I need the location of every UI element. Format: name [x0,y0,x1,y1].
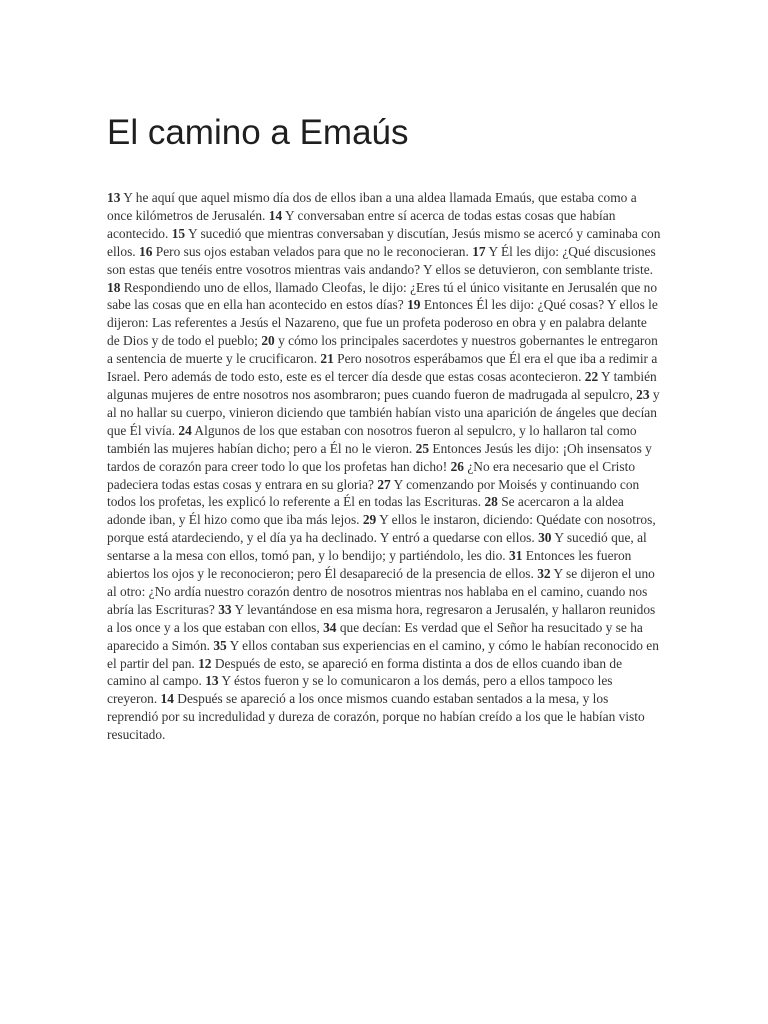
verse-number: 31 [509,548,523,564]
verse-number: 12 [198,655,212,671]
verse-text: Se acercaron a la aldea adonde iban, y Él hizo como que iba más lejos. [107,494,624,528]
verse-number: 26 [450,458,464,474]
verse-text: Y he aquí que aquel mismo día dos de ellos iban a una aldea llamada Emaús, que estaba como a once kilómetros de Jerusalén. [107,190,637,223]
verse-number: 24 [178,422,192,438]
verse-number: 29 [362,512,377,528]
verse-text: y cómo los principales sacerdotes y nuestros gobernantes le entregaron a sentencia de muerte y le crucificaron. [107,333,658,367]
verse-text: Y levantándose en esa misma hora, regresaron a Jerusalén, y hallaron reunidos a los once y a los que estaban con ellos, [107,601,656,635]
verse-text: Y conversaban entre sí acerca de todas estas cosas que habían acontecido. [107,207,616,241]
verse-number: 34 [323,619,337,635]
verse-text: Entonces les fueron abiertos los ojos y le reconocieron; pero Él desapareció de la presencia de ellos. [107,548,632,582]
verse-number: 19 [407,297,421,313]
verse-number: 35 [213,637,227,653]
verse-text: ¿No era necesario que el Cristo padeciera todas estas cosas y entrara en su gloria? [107,458,636,492]
verse-number: 16 [139,243,153,259]
verse-text: Algunos de los que estaban con nosotros fueron al sepulcro, y lo hallaron tal como también las mujeres habían dicho; pero a Él no le vieron. [107,422,637,456]
verse-number: 28 [484,494,498,510]
verse-number: 13 [107,190,121,205]
verse-number: 17 [472,243,486,259]
verse-number: 33 [218,601,232,617]
verse-number: 25 [415,440,430,456]
verse-text: Entonces Él les dijo: ¿Qué cosas? Y ellos le dijeron: Las referentes a Jesús el Nazareno, que fue un profeta poderoso en obra y en palabra delante de Dios y de todo el pueblo; [107,297,658,349]
verse-number: 21 [320,351,334,367]
verse-number: 13 [205,673,219,689]
verse-text: Después se apareció a los once mismos cuando estaban sentados a la mesa, y los reprendió por su incredulidad y dureza de corazón, porque no habían creído a los que le habían visto resucitado. [107,691,645,743]
verse-text: Entonces Jesús les dijo: ¡Oh insensatos y tardos de corazón para creer todo lo que los profetas han dicho! [107,440,652,474]
verse-text: Después de esto, se apareció en forma distinta a dos de ellos cuando iban de camino al campo. [107,655,623,689]
verse-number: 14 [160,691,174,707]
verse-number: 15 [171,225,186,241]
verse [139,244,469,259]
verse-number: 23 [636,386,650,402]
verse-number: 14 [268,207,283,223]
verse-text: Pero nosotros esperábamos que Él era el que iba a redimir a Israel. Pero además de todo esto, este es el tercer día desde que estas cosas acontecieron. [107,351,658,385]
verse-number: 32 [537,566,551,582]
verse-text: Y ellos contaban sus experiencias en el camino, y cómo le habían reconocido en el partir del pan. [107,637,659,671]
verse-text: y al no hallar su cuerpo, vinieron diciendo que también habían visto una aparición de ángeles que decían que Él vivía. [107,386,660,438]
verse-text: Y sucedió que mientras conversaban y discutían, Jesús mismo se acercó y caminaba con ellos. [107,225,661,259]
verse-text: Y se dijeron el uno al otro: ¿No ardía nuestro corazón dentro de nosotros mientras nos hablaba en el camino, cuando nos abría las Escrituras? [107,566,655,617]
verse-text: Pero sus ojos estaban velados para que no le reconocieran. [155,243,469,259]
page-title: El camino a Emaús [107,113,409,152]
verse-text: Y éstos fueron y se lo comunicaron a los demás, pero a ellos tampoco les creyeron. [107,673,613,707]
verse-text: Y también algunas mujeres de entre nosotros nos asombraron; pues cuando fueron de madrugada al sepulcro, [107,369,657,402]
verse-text: Y Él les dijo: ¿Qué discusiones son estas que tenéis entre vosotros mientras vais andando? Y ellos se detuvieron, con semblante triste. [107,243,656,277]
verse-text: Respondiendo uno de ellos, llamado Cleofas, le dijo: ¿Eres tú el único visitante en Jerusalén que no sabe las cosas que en ella han acontecido en estos días? [107,279,658,313]
passage-text [107,189,662,744]
verse-number: 30 [538,530,552,546]
verse-text: Y sucedió que, al sentarse a la mesa con ellos, tomó pan, y lo bendijo; y partiéndolo, les dio. [107,530,647,564]
verse-number: 20 [261,333,275,349]
verse [107,691,645,742]
verse-text: Y comenzando por Moisés y continuando con todos los profetas, les explicó lo referente a Él en todas las Escrituras. [107,476,640,510]
verse-text: Y ellos le instaron, diciendo: Quédate con nosotros, porque está atardeciendo, y el día ya ha declinado. Y entró a quedarse con ellos. [107,512,656,546]
verse-text: que decían: Es verdad que el Señor ha resucitado y se ha aparecido a Simón. [107,619,643,653]
verse-number: 18 [107,279,121,295]
verse-number: 22 [584,369,599,385]
verse-number: 27 [377,476,391,492]
